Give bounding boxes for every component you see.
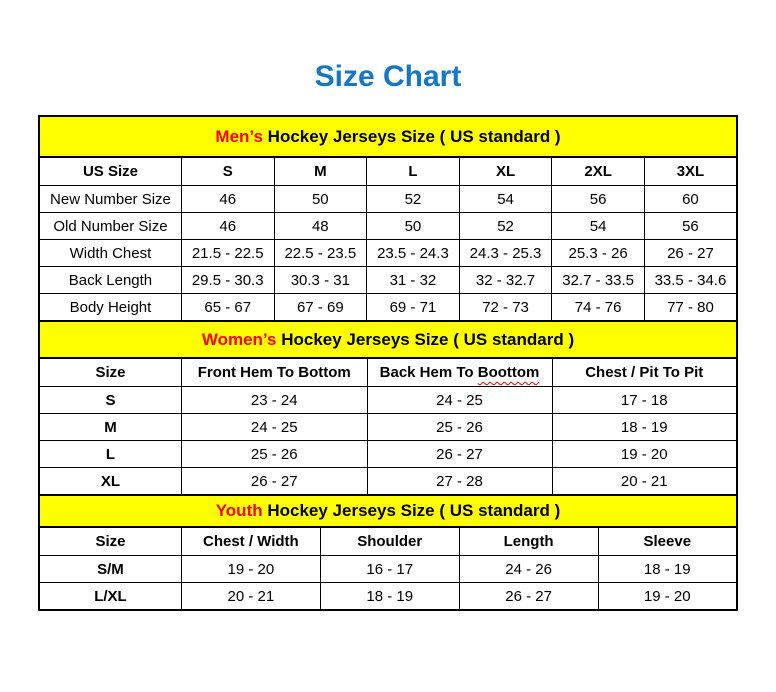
data-cell: 20 - 21 <box>552 468 737 496</box>
data-cell: 54 <box>552 213 645 240</box>
data-cell: 25 - 26 <box>181 441 367 468</box>
womens-size-table <box>38 320 738 496</box>
womens-banner-rest: Hockey Jerseys Size ( US standard ) <box>276 329 575 349</box>
row-label: L <box>39 441 181 468</box>
row-label: XL <box>39 468 181 496</box>
womens-banner-highlight: Women’s <box>201 329 277 349</box>
data-cell: 23.5 - 24.3 <box>367 240 460 267</box>
table-row <box>39 213 737 240</box>
youth-banner-text <box>39 495 737 527</box>
data-cell: 19 - 20 <box>552 441 737 468</box>
column-header: 2XL <box>552 157 645 186</box>
youth-size-table <box>38 494 738 611</box>
womens-header-row <box>39 358 737 387</box>
table-row <box>39 583 737 611</box>
column-header: Chest / Pit To Pit <box>552 358 737 387</box>
mens-section-banner <box>39 116 737 157</box>
data-cell: 48 <box>274 213 367 240</box>
data-cell: 52 <box>459 213 552 240</box>
data-cell: 26 - 27 <box>181 468 367 496</box>
row-label: M <box>39 414 181 441</box>
header-text: Back Hem To <box>379 364 478 381</box>
data-cell: 16 - 17 <box>320 556 459 583</box>
data-cell: 67 - 69 <box>274 294 367 322</box>
column-header: Front Hem To Bottom <box>181 358 367 387</box>
column-header: Sleeve <box>598 527 737 556</box>
data-cell: 26 - 27 <box>367 441 552 468</box>
youth-section-banner <box>39 495 737 527</box>
data-cell: 24 - 25 <box>181 414 367 441</box>
data-cell: 26 - 27 <box>459 583 598 611</box>
mens-header-row <box>39 157 737 186</box>
data-cell: 56 <box>644 213 737 240</box>
data-cell: 24 - 25 <box>367 387 552 414</box>
column-header: Shoulder <box>320 527 459 556</box>
column-header: Chest / Width <box>181 527 320 556</box>
row-label: Old Number Size <box>39 213 181 240</box>
page-title: Size Chart <box>314 60 462 93</box>
data-cell: 24 - 26 <box>459 556 598 583</box>
column-header: Length <box>459 527 598 556</box>
data-cell: 24.3 - 25.3 <box>459 240 552 267</box>
table-row <box>39 294 737 322</box>
data-cell: 56 <box>552 186 645 213</box>
data-cell: 60 <box>644 186 737 213</box>
table-row <box>39 441 737 468</box>
data-cell: 19 - 20 <box>598 583 737 611</box>
data-cell: 26 - 27 <box>644 240 737 267</box>
womens-section-banner <box>39 321 737 358</box>
data-cell: 25 - 26 <box>367 414 552 441</box>
table-row <box>39 468 737 496</box>
mens-size-table <box>38 115 738 322</box>
data-cell: 46 <box>181 186 274 213</box>
column-header: XL <box>459 157 552 186</box>
data-cell: 74 - 76 <box>552 294 645 322</box>
table-row <box>39 556 737 583</box>
data-cell: 29.5 - 30.3 <box>181 267 274 294</box>
data-cell: 19 - 20 <box>181 556 320 583</box>
womens-banner-text <box>39 321 737 358</box>
column-header: Size <box>39 527 181 556</box>
data-cell: 23 - 24 <box>181 387 367 414</box>
data-cell: 50 <box>367 213 460 240</box>
data-cell: 54 <box>459 186 552 213</box>
data-cell: 30.3 - 31 <box>274 267 367 294</box>
row-label: Body Height <box>39 294 181 322</box>
data-cell: 72 - 73 <box>459 294 552 322</box>
data-cell: 17 - 18 <box>552 387 737 414</box>
column-header-misspelled <box>367 358 552 387</box>
row-label: S <box>39 387 181 414</box>
data-cell: 52 <box>367 186 460 213</box>
mens-banner-text <box>39 116 737 157</box>
data-cell: 33.5 - 34.6 <box>644 267 737 294</box>
table-row <box>39 414 737 441</box>
mens-banner-rest: Hockey Jerseys Size ( US standard ) <box>262 126 561 146</box>
data-cell: 32 - 32.7 <box>459 267 552 294</box>
data-cell: 69 - 71 <box>367 294 460 322</box>
data-cell: 21.5 - 22.5 <box>181 240 274 267</box>
mens-banner-highlight: Men’s <box>215 126 263 146</box>
row-label: Width Chest <box>39 240 181 267</box>
row-label: Back Length <box>39 267 181 294</box>
table-row <box>39 387 737 414</box>
data-cell: 77 - 80 <box>644 294 737 322</box>
size-tables-container <box>38 115 738 611</box>
row-label: S/M <box>39 556 181 583</box>
row-label: New Number Size <box>39 186 181 213</box>
column-header: US Size <box>39 157 181 186</box>
data-cell: 27 - 28 <box>367 468 552 496</box>
spellcheck-underlined-word: Boottom <box>477 364 540 381</box>
row-label: L/XL <box>39 583 181 611</box>
column-header: S <box>181 157 274 186</box>
data-cell: 20 - 21 <box>181 583 320 611</box>
table-row <box>39 267 737 294</box>
column-header: Size <box>39 358 181 387</box>
data-cell: 22.5 - 23.5 <box>274 240 367 267</box>
data-cell: 31 - 32 <box>367 267 460 294</box>
data-cell: 50 <box>274 186 367 213</box>
column-header: L <box>367 157 460 186</box>
table-row <box>39 186 737 213</box>
data-cell: 18 - 19 <box>598 556 737 583</box>
data-cell: 18 - 19 <box>552 414 737 441</box>
data-cell: 46 <box>181 213 274 240</box>
table-row <box>39 240 737 267</box>
youth-banner-rest: Hockey Jerseys Size ( US standard ) <box>262 501 561 520</box>
column-header: 3XL <box>644 157 737 186</box>
data-cell: 25.3 - 26 <box>552 240 645 267</box>
data-cell: 65 - 67 <box>181 294 274 322</box>
youth-header-row <box>39 527 737 556</box>
data-cell: 18 - 19 <box>320 583 459 611</box>
data-cell: 32.7 - 33.5 <box>552 267 645 294</box>
column-header: M <box>274 157 367 186</box>
youth-banner-highlight: Youth <box>215 501 263 520</box>
